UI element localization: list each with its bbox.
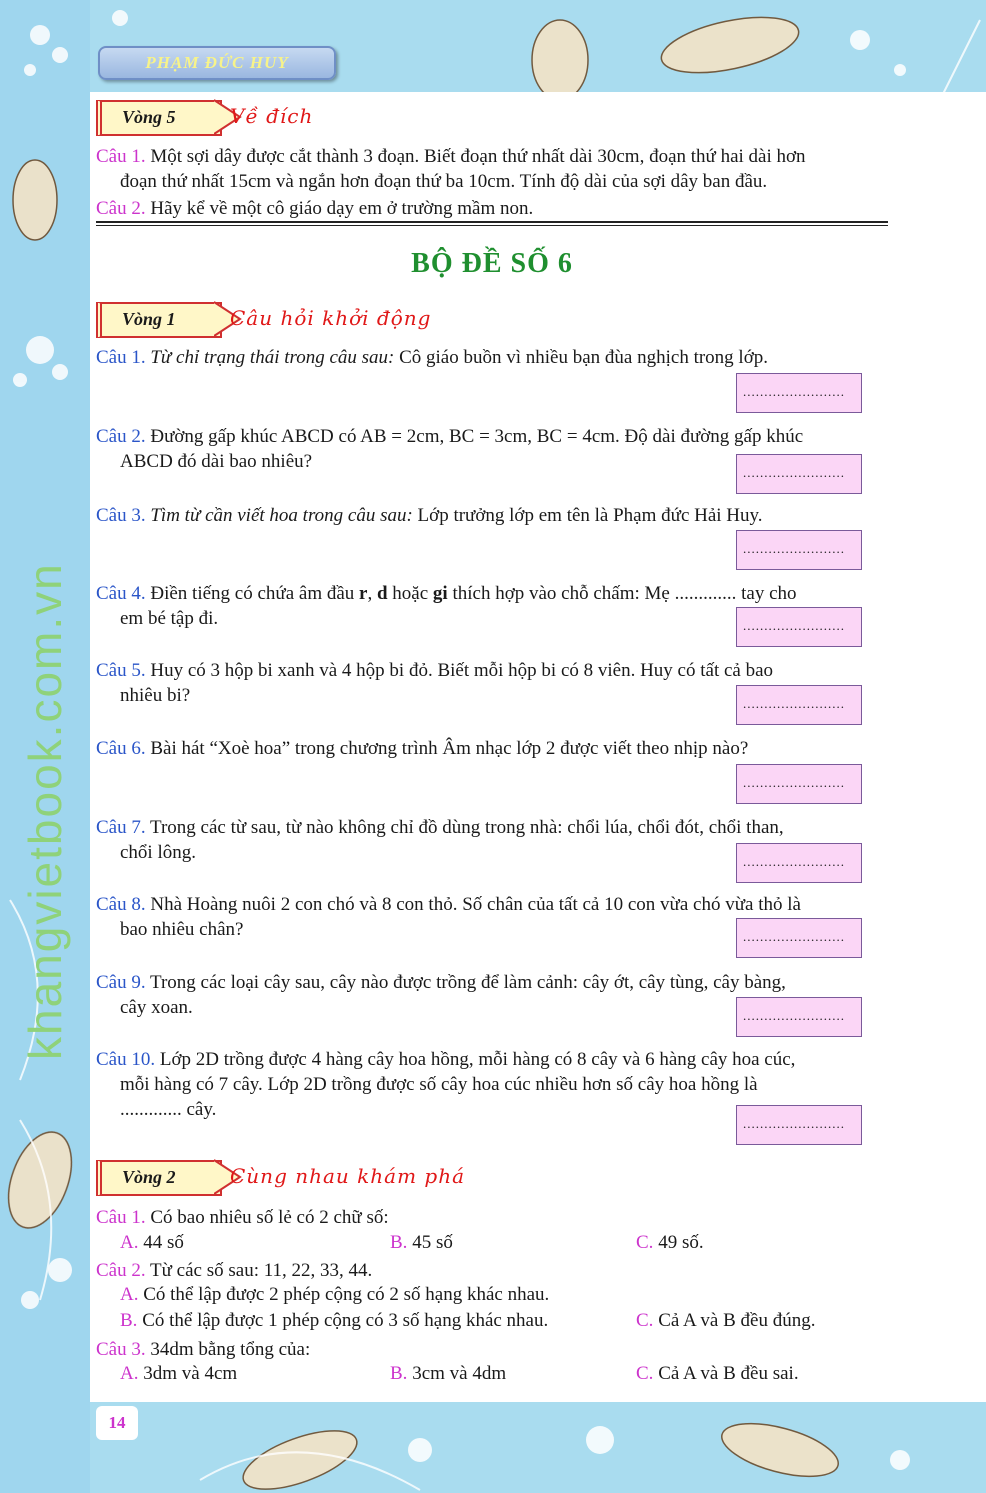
answer-box[interactable]: [736, 530, 862, 570]
round1-header: [96, 302, 888, 338]
option-label: A.: [120, 1232, 139, 1253]
bold-letter: d: [376, 583, 388, 604]
round5-title: Về đích: [230, 104, 314, 128]
question-text: Bài hát “Xoè hoa” trong chương trình Âm nhạc lớp 2 được viết theo nhịp nào?: [150, 738, 749, 759]
round5-question-2: [96, 196, 888, 221]
question-text-cont: nhiêu bi?: [120, 685, 191, 706]
option-label: C.: [636, 1232, 654, 1253]
round5-header: [96, 100, 888, 136]
question-text: thích hợp vào chỗ chấm: Mẹ ............. tay cho: [447, 583, 797, 604]
round1-title: Câu hỏi khởi động: [230, 306, 432, 330]
option-text: 45 số: [407, 1232, 453, 1253]
question-text: Từ các số sau: 11, 22, 33, 44.: [150, 1260, 373, 1281]
question-text: Có bao nhiêu số lẻ có 2 chữ số:: [150, 1207, 389, 1228]
option-text: 49 số.: [653, 1232, 704, 1253]
answer-blank: ........................: [743, 696, 845, 711]
question-text: hoặc: [387, 583, 433, 604]
option-label: A.: [120, 1284, 139, 1305]
answer-blank: ........................: [743, 1116, 845, 1131]
question-number: Câu 4.: [96, 583, 146, 604]
page-number: 14: [96, 1406, 138, 1440]
option-label: C.: [636, 1363, 654, 1384]
answer-box[interactable]: [736, 454, 862, 494]
divider: [96, 225, 888, 226]
answer-box[interactable]: [736, 764, 862, 804]
question-text-cont: ............. cây.: [120, 1099, 217, 1120]
option-label: B.: [390, 1232, 408, 1253]
question-number: Câu 3.: [96, 505, 146, 526]
watermark: khangvietbook.com.vn: [19, 562, 71, 1060]
answer-box[interactable]: [736, 997, 862, 1037]
question-number: Câu 6.: [96, 738, 146, 759]
round5-label-box: [96, 100, 222, 136]
round5-label: Vòng 5: [122, 107, 176, 127]
answer-blank: ........................: [743, 384, 845, 399]
question-instruction: Tìm từ cần viết hoa trong câu sau:: [150, 505, 413, 526]
option-label: C.: [636, 1310, 654, 1331]
question-text-cont: bao nhiêu chân?: [120, 919, 244, 940]
question-number: Câu 2.: [96, 198, 146, 219]
round1-label-box: [96, 302, 222, 338]
answer-blank: ........................: [743, 854, 845, 869]
option-c[interactable]: [636, 1363, 799, 1385]
round2-header: [96, 1160, 888, 1196]
answer-blank: ........................: [743, 775, 845, 790]
question-number: Câu 1.: [96, 146, 146, 167]
question-text-cont: chổi lông.: [120, 842, 196, 863]
answer-blank: ........................: [743, 541, 845, 556]
question-text: Đường gấp khúc ABCD có AB = 2cm, BC = 3cm, BC = 4cm. Độ dài đường gấp khúc: [150, 426, 804, 447]
option-b[interactable]: [390, 1232, 453, 1254]
round1-label: Vòng 1: [122, 309, 176, 329]
question-text: Lớp trưởng lớp em tên là Phạm đức Hải Huy.: [412, 505, 763, 526]
round2-label: Vòng 2: [122, 1167, 176, 1187]
question-text: 34dm bằng tổng của:: [150, 1339, 311, 1360]
question-text: ,: [367, 583, 377, 604]
question-number: Câu 7.: [96, 817, 146, 838]
question-text: Hãy kể về một cô giáo dạy em ở trường mầm non.: [150, 198, 534, 219]
bold-letter: gi: [432, 583, 448, 604]
option-b[interactable]: [390, 1363, 506, 1385]
answer-blank: ........................: [743, 929, 845, 944]
question-text-cont: ABCD đó dài bao nhiêu?: [120, 451, 313, 472]
question-text: Một sợi dây được cắt thành 3 đoạn. Biết đoạn thứ nhất dài 30cm, đoạn thứ hai dài hơn: [150, 146, 806, 167]
question-text: Điền tiếng có chứa âm đầu: [150, 583, 360, 604]
option-label: A.: [120, 1363, 139, 1384]
option-text: Có thể lập được 2 phép cộng có 2 số hạng khác nhau.: [138, 1284, 550, 1305]
option-text: 3dm và 4cm: [138, 1363, 238, 1384]
option-text: 3cm và 4dm: [407, 1363, 507, 1384]
question-number: Câu 1.: [96, 347, 146, 368]
round2-question-2: [96, 1258, 888, 1283]
round1-question-1: [96, 345, 888, 370]
question-number: Câu 9.: [96, 972, 146, 993]
question-number: Câu 3.: [96, 1339, 146, 1360]
question-text: Trong các loại cây sau, cây nào được trồng để làm cảnh: cây ớt, cây tùng, cây bàng,: [150, 972, 786, 993]
bold-letter: r: [359, 583, 368, 604]
question-text: Cô giáo buồn vì nhiều bạn đùa nghịch trong lớp.: [394, 347, 768, 368]
option-text: 44 số: [138, 1232, 184, 1253]
header-author-tab: PHẠM ĐỨC HUY: [98, 46, 336, 80]
question-number: Câu 10.: [96, 1049, 156, 1070]
question-text-cont: mỗi hàng có 7 cây. Lớp 2D trồng được số cây hoa cúc nhiều hơn số cây hoa hồng là: [120, 1074, 758, 1095]
question-text-cont: đoạn thứ nhất 15cm và ngắn hơn đoạn thứ ba 10cm. Tính độ dài của sợi dây ban đầu.: [120, 171, 768, 192]
question-instruction: Từ chỉ trạng thái trong câu sau:: [150, 347, 395, 368]
round5-question-1: [96, 144, 888, 194]
set-title: BỘ ĐỀ SỐ 6: [411, 248, 573, 279]
option-a[interactable]: [120, 1363, 237, 1385]
option-text: Cả A và B đều đúng.: [653, 1310, 816, 1331]
option-a[interactable]: [120, 1232, 184, 1254]
round2-question-3: [96, 1337, 888, 1362]
answer-blank: ........................: [743, 1008, 845, 1023]
question-number: Câu 2.: [96, 426, 146, 447]
option-text: Cả A và B đều sai.: [653, 1363, 799, 1384]
question-number: Câu 1.: [96, 1207, 146, 1228]
round2-label-box: [96, 1160, 222, 1196]
answer-box[interactable]: [736, 843, 862, 883]
answer-blank: ........................: [743, 465, 845, 480]
divider: [96, 221, 888, 223]
option-c[interactable]: [636, 1310, 815, 1332]
option-a[interactable]: [120, 1284, 549, 1306]
question-text-cont: em bé tập đi.: [120, 608, 219, 629]
option-text: Có thể lập được 1 phép cộng có 3 số hạng khác nhau.: [137, 1310, 549, 1331]
option-label: B.: [390, 1363, 408, 1384]
round2-question-1: [96, 1205, 888, 1230]
question-text-cont: cây xoan.: [120, 997, 193, 1018]
question-text: Lớp 2D trồng được 4 hàng cây hoa hồng, mỗi hàng có 8 cây và 6 hàng cây hoa cúc,: [159, 1049, 796, 1070]
question-number: Câu 8.: [96, 894, 146, 915]
option-b[interactable]: [120, 1310, 548, 1332]
round1-question-6: [96, 736, 888, 761]
option-label: B.: [120, 1310, 138, 1331]
question-text: Nhà Hoàng nuôi 2 con chó và 8 con thỏ. Số chân của tất cả 10 con vừa chó vừa thỏ là: [150, 894, 801, 915]
round1-question-3: [96, 503, 888, 528]
round2-title: Cùng nhau khám phá: [230, 1164, 466, 1188]
answer-box[interactable]: [736, 1105, 862, 1145]
option-c[interactable]: [636, 1232, 704, 1254]
answer-blank: ........................: [743, 618, 845, 633]
answer-box[interactable]: [736, 685, 862, 725]
answer-box[interactable]: [736, 918, 862, 958]
question-number: Câu 2.: [96, 1260, 146, 1281]
answer-box[interactable]: [736, 607, 862, 647]
question-text: Huy có 3 hộp bi xanh và 4 hộp bi đỏ. Biết mỗi hộp bi có 8 viên. Huy có tất cả bao: [150, 660, 774, 681]
answer-box[interactable]: [736, 373, 862, 413]
question-text: Trong các từ sau, từ nào không chỉ đồ dùng trong nhà: chổi lúa, chổi đót, chổi than,: [150, 817, 784, 838]
question-number: Câu 5.: [96, 660, 146, 681]
